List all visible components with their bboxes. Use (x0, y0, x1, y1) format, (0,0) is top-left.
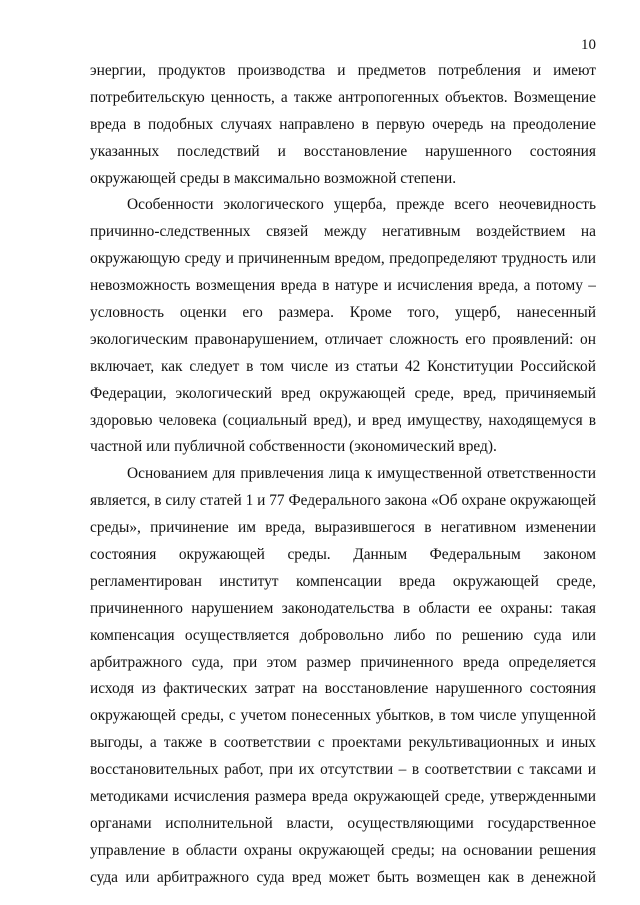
text-line: вреда в подобных случаях направлено в первую очередь на преодоление (90, 115, 596, 133)
text-line: выгоды, а также в соответствии с проектами рекультивационных и иных (90, 734, 596, 752)
text-line: невозможность возмещения вреда в натуре и исчисления вреда, а потому – (90, 277, 596, 295)
text-line: методиками исчисления размера вреда окружающей среде, утвержденными (90, 788, 596, 806)
text-line: причиненного нарушением законодательства в области ее охраны: такая (90, 599, 596, 617)
page-number: 10 (581, 37, 596, 53)
text-line: указанных последствий и восстановление нарушенного состояния (90, 142, 596, 160)
text-line: окружающей среды в максимально возможной степени. (90, 169, 457, 187)
text-line: арбитражного суда, при этом размер причиненного вреда определяется (90, 653, 596, 671)
text-line: является, в силу статей 1 и 77 Федерального закона «Об охране окружающей (90, 492, 596, 510)
text-line: суда или арбитражного суда вред может быть возмещен как в денежной (90, 868, 596, 886)
text-line: регламентирован институт компенсации вреда окружающей среде, (90, 572, 596, 590)
body-text (90, 58, 596, 892)
text-line: исходя из фактических затрат на восстановление нарушенного состояния (90, 680, 596, 698)
text-line: состояния окружающей среды. Данным Федеральным законом (90, 546, 596, 564)
text-line: окружающей среды, с учетом понесенных убытков, в том числе упущенной (90, 707, 596, 725)
text-line: потребительскую ценность, а также антропогенных объектов. Возмещение (90, 88, 596, 106)
text-line: управление в области охраны окружающей среды; на основании решения (90, 841, 596, 859)
paragraph-2 (90, 192, 596, 461)
text-line: Федерации, экологический вред окружающей среде, вред, причиняемый (90, 384, 596, 402)
text-line: частной или публичной собственности (экономический вред). (90, 438, 497, 456)
text-line: среды», причинение им вреда, выразившегося в негативном изменении (90, 519, 596, 537)
text-line: восстановительных работ, при их отсутствии – в соответствии с таксами и (90, 761, 596, 779)
text-line: экологическим правонарушением, отличает сложность его проявлений: он (90, 330, 596, 348)
text-line: энергии, продуктов производства и предметов потребления и имеют (90, 62, 596, 79)
text-line: Особенности экологического ущерба, прежде всего неочевидность (127, 196, 596, 214)
text-line: включает, как следует в том числе из статьи 42 Конституции Российской (90, 357, 596, 375)
paragraph-3 (90, 461, 596, 891)
text-line: Основанием для привлечения лица к имущественной ответственности (127, 465, 596, 483)
text-line: здоровью человека (социальный вред), и вред имуществу, находящемуся в (90, 411, 596, 429)
text-line: причинно-следственных связей между негативным воздействием на (90, 223, 596, 241)
text-line: условность оценки его размера. Кроме того, ущерб, нанесенный (90, 304, 596, 322)
text-line: органами исполнительной власти, осуществляющими государственное (90, 814, 596, 832)
text-line: окружающую среду и причиненным вредом, предопределяют трудность или (90, 250, 596, 268)
text-line: компенсация осуществляется добровольно либо по решению суда или (90, 626, 596, 644)
paragraph-1 (90, 58, 596, 192)
